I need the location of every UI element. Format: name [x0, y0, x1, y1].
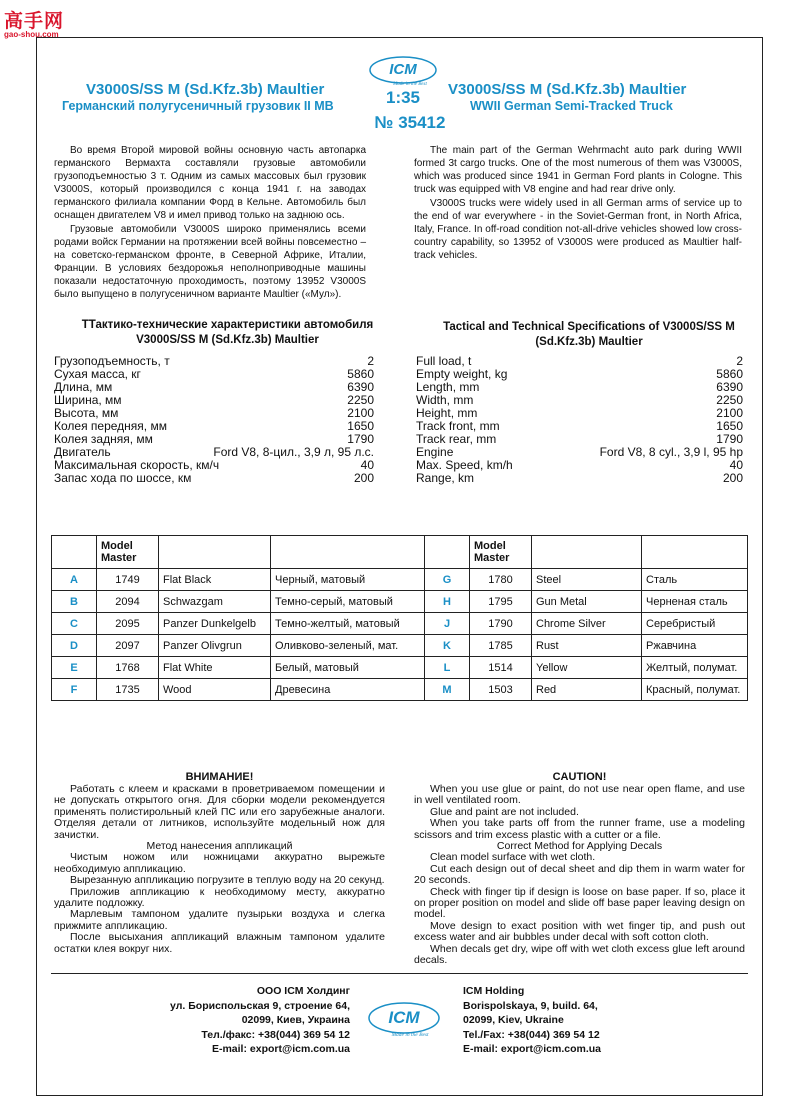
scale-label: 1:35: [385, 88, 421, 107]
logo-tagline: Made in the Best: [393, 82, 427, 87]
paint-number: 1514: [470, 657, 532, 679]
warning-para: Марлевым тампоном удалите пузырьки воздуха и слегка прижмите аппликацию.: [54, 908, 385, 932]
paint-name-ru: Сталь: [642, 569, 748, 591]
address-line: 02099, Киев, Украина: [241, 1014, 350, 1026]
paint-number: 2094: [97, 591, 159, 613]
warning-para: Move design to exact position with wet finger tip, and push out excess water and air bubbles under decal with soft cotton cloth.: [414, 919, 745, 944]
footer-logo-tagline: Made in the Best: [391, 1032, 429, 1038]
paint-letter: D: [52, 635, 97, 657]
address-line: Borispolskaya, 9, build. 64,: [463, 999, 598, 1012]
spec-label: Track rear, mm: [416, 432, 497, 446]
warning-para: Glue and paint are not included.: [430, 805, 579, 818]
intro-en-para: V3000S trucks were widely used in all German arms of service up to the end of war everywhere - in the Soviet-German front, in North Africa, Italy, France. In off-road condition not-all-drive vehicles showed low cross-country capability, so 13952 of V3000S were produced as Maultier half-track vehicles.: [414, 198, 742, 261]
address-line: Тел./факс: +38(044) 369 54 12: [201, 1028, 350, 1041]
address-line: E-mail: export@icm.com.ua: [211, 1043, 350, 1055]
paint-row: [52, 613, 748, 635]
paint-name-ru: Темно-желтый, матовый: [271, 613, 425, 635]
paint-name-ru: Древесина: [271, 679, 425, 701]
paint-letter: B: [52, 591, 97, 613]
spec-label: Максимальная скорость, км/ч: [54, 458, 220, 472]
intro-en: [414, 144, 742, 263]
spec-value: 6390: [347, 380, 374, 394]
paint-number: 1795: [470, 591, 532, 613]
paint-name-en: Wood: [159, 679, 271, 701]
paint-letter: H: [425, 591, 470, 613]
footer-logo-text: ICM: [388, 1008, 420, 1027]
spec-label: Грузоподъемность, т: [54, 354, 170, 368]
spec-value: 1650: [347, 419, 374, 433]
spec-label: Двигатель: [54, 445, 111, 459]
spec-label: Engine: [416, 445, 454, 459]
spec-value: 2100: [716, 406, 743, 420]
intro-ru: [54, 144, 366, 302]
warning-para: Clean model surface with wet cloth.: [430, 851, 596, 864]
paint-name-en: Yellow: [532, 657, 642, 679]
paint-table-header: [52, 536, 748, 569]
spec-label: Height, mm: [416, 406, 478, 420]
icm-logo-icon: [368, 52, 438, 88]
paint-letter: E: [52, 657, 97, 679]
paint-letter: A: [52, 569, 97, 591]
spec-value: 200: [722, 471, 743, 485]
paint-row: [52, 679, 748, 701]
warning-para: When you take parts off from the runner frame, use a modeling scissors and trim excess plastic with a cutter or a file.: [414, 817, 745, 841]
paint-letter: G: [425, 569, 470, 591]
watermark: [4, 6, 74, 38]
spec-label: Range, km: [416, 471, 475, 485]
spec-value: 5860: [347, 367, 374, 381]
spec-label: Колея передняя, мм: [54, 419, 167, 433]
paint-row: [52, 657, 748, 679]
paint-letter: J: [425, 613, 470, 635]
specs-en-heading: Tactical and Technical Specifications of V3000S/SS M (Sd.Kfz.3b) Maultier: [443, 321, 735, 348]
paint-letter: M: [425, 679, 470, 701]
warning-para: Чистым ножом или ножницами аккуратно вырежьте необходимую аппликацию.: [54, 851, 385, 875]
paint-name-en: Panzer Dunkelgelb: [159, 613, 271, 635]
spec-label: Width, mm: [416, 393, 474, 407]
paint-table: [51, 535, 748, 701]
warning-para: Работать с клеем и красками в проветриваемом помещении и не допускать открытого огня. Для сборки модели рекомендуется применять полистирольный клей ПС или его зарубежные аналоги. Отделяя детали от литников, используйте модельный нож для зачистки.: [54, 783, 385, 841]
paint-name-ru: Оливково-зеленый, мат.: [271, 635, 425, 657]
address-line: 02099, Kiev, Ukraine: [463, 1014, 564, 1026]
header-model-master-left: Model Master: [97, 536, 159, 569]
paint-number: 2095: [97, 613, 159, 635]
paint-name-ru: Белый, матовый: [271, 657, 425, 679]
spec-value: 5860: [716, 367, 743, 381]
warning-para: Check with finger tip if design is loose on base paper. If so, place it on proper position on model and slide off base paper leaving design on model.: [414, 885, 745, 921]
address-line: ICM Holding: [463, 985, 525, 997]
warning-para: После высыхания аппликаций влажным тампоном удалите остатки клея вокруг них.: [54, 931, 385, 955]
spec-value: 2: [736, 354, 743, 368]
warning-ru-heading: ВНИМАНИЕ!: [185, 771, 254, 783]
paint-number: 1749: [97, 569, 159, 591]
paint-number: 1790: [470, 613, 532, 635]
spec-value: 40: [729, 458, 743, 472]
spec-value: 40: [360, 458, 374, 472]
intro-ru-para: Во время Второй мировой войны основную часть автопарка германского Вермахта составляли грузовые автомобили грузоподъемностью 3 т. Одним из самых массовых был грузовик V3000S, который производился с конца 1941 г. на заводах германского филиала компании Форд в Кельне. Автомобиль был оснащен двигателем V8 и имел привод только на заднюю ось.: [54, 145, 366, 221]
spec-label: Max. Speed, km/h: [416, 458, 513, 472]
warning-para: Cut each design out of decal sheet and dip them in warm water for 20 seconds.: [414, 862, 745, 887]
paint-name-en: Schwazgam: [159, 591, 271, 613]
paint-name-en: Rust: [532, 635, 642, 657]
paint-name-en: Chrome Silver: [532, 613, 642, 635]
specs-ru-heading: ТТактико-технические характеристики автомобиля V3000S/SS M (Sd.Kfz.3b) Maultier: [81, 319, 374, 346]
specs-en: [416, 355, 743, 485]
paint-name-en: Flat White: [159, 657, 271, 679]
paint-name-ru: Черный, матовый: [271, 569, 425, 591]
warning-en-heading: CAUTION!: [552, 771, 607, 783]
intro-en-para: The main part of the German Wehrmacht auto park during WWII formed 3t cargo trucks. One of the most numerous of them was V3000S, which was produced since 1941 in German Ford plants in Cologne. This truck was equipped with V8 engine and had rear drive only.: [414, 145, 742, 195]
paint-name-ru: Ржавчина: [642, 635, 748, 657]
address-line: E-mail: export@icm.com.ua: [463, 1043, 602, 1055]
spec-label: Запас хода по шоссе, км: [54, 471, 192, 485]
address-en: [463, 984, 683, 1057]
spec-value: 1790: [716, 432, 743, 446]
paint-number: 1768: [97, 657, 159, 679]
warning-para: When decals get dry, wipe off with wet cloth excess glue left around decals.: [414, 942, 745, 967]
subtitle-ru: Германский полугусеничный грузовик II МВ: [62, 99, 334, 113]
specs-ru: [54, 355, 374, 485]
address-line: Tel./Fax: +38(044) 369 54 12: [463, 1028, 600, 1041]
warning-para: Метод нанесения аппликаций: [146, 840, 293, 853]
spec-label: Ширина, мм: [54, 393, 122, 407]
spec-label: Length, mm: [416, 380, 480, 394]
spec-value: 200: [353, 471, 374, 485]
paint-row: [52, 591, 748, 613]
spec-label: Empty weight, kg: [416, 367, 508, 381]
paint-number: 2097: [97, 635, 159, 657]
title-ru: V3000S/SS M (Sd.Kfz.3b) Maultier: [86, 81, 325, 98]
spec-label: Track front, mm: [416, 419, 500, 433]
footer-divider: [51, 973, 748, 974]
spec-value: 6390: [716, 380, 743, 394]
watermark-url: gao-shou.com: [4, 30, 59, 39]
spec-value: 1790: [347, 432, 374, 446]
paint-name-ru: Желтый, полумат.: [642, 657, 748, 679]
paint-name-en: Panzer Olivgrun: [159, 635, 271, 657]
paint-name-ru: Черненая сталь: [642, 591, 748, 613]
icm-logo: [368, 52, 438, 88]
paint-letter: C: [52, 613, 97, 635]
paint-number: 1785: [470, 635, 532, 657]
warning-para: Correct Method for Applying Decals: [496, 840, 663, 853]
spec-row: [54, 472, 374, 485]
paint-letter: K: [425, 635, 470, 657]
watermark-text: 高手网: [4, 10, 65, 32]
spec-value: Ford V8, 8-цил., 3,9 л, 95 л.с.: [213, 445, 374, 459]
title-en: V3000S/SS M (Sd.Kfz.3b) Maultier: [448, 81, 687, 98]
paint-name-en: Steel: [532, 569, 642, 591]
paint-number: 1503: [470, 679, 532, 701]
paint-number: 1780: [470, 569, 532, 591]
spec-label: Сухая масса, кг: [54, 367, 141, 381]
paint-name-en: Red: [532, 679, 642, 701]
spec-label: Длина, мм: [54, 380, 113, 394]
warning-ru: [54, 770, 385, 955]
logo-text: ICM: [389, 61, 417, 78]
paint-letter: F: [52, 679, 97, 701]
spec-label: Высота, мм: [54, 406, 119, 420]
warning-para: Приложив аппликацию к необходимому месту, аккуратно удалите подложку.: [54, 885, 385, 910]
kit-number: № 35412: [374, 113, 446, 132]
paint-name-en: Flat Black: [159, 569, 271, 591]
paint-name-ru: Красный, полумат.: [642, 679, 748, 701]
spec-value: 2: [367, 354, 374, 368]
paint-letter: L: [425, 657, 470, 679]
spec-label: Колея задняя, мм: [54, 432, 153, 446]
address-ru: [140, 984, 350, 1057]
spec-value: 2250: [347, 393, 374, 407]
header-model-master-right: Model Master: [470, 536, 532, 569]
spec-value: 2250: [716, 393, 743, 407]
spec-value: 2100: [347, 406, 374, 420]
spec-value: 1650: [716, 419, 743, 433]
paint-name-ru: Серебристый: [642, 613, 748, 635]
address-line: ООО ICM Холдинг: [256, 985, 350, 997]
warning-para: When you use glue or paint, do not use near open flame, and use in well ventilated room.: [414, 783, 745, 807]
address-line: ул. Бориспольская 9, строение 64,: [170, 999, 350, 1012]
paint-row: [52, 569, 748, 591]
warning-para: Вырезанную аппликацию погрузите в теплую воду на 20 секунд.: [70, 874, 385, 887]
paint-row: [52, 635, 748, 657]
warning-en: [414, 770, 745, 967]
footer-logo: [366, 998, 442, 1040]
subtitle-en: WWII German Semi-Tracked Truck: [470, 99, 673, 113]
paint-name-en: Gun Metal: [532, 591, 642, 613]
spec-label: Full load, t: [416, 354, 472, 368]
spec-value: Ford V8, 8 cyl., 3,9 l, 95 hp: [599, 445, 743, 459]
spec-row: [416, 472, 743, 485]
icm-logo-icon: [366, 998, 442, 1040]
paint-number: 1735: [97, 679, 159, 701]
paint-name-ru: Темно-серый, матовый: [271, 591, 425, 613]
intro-ru-para: Грузовые автомобили V3000S широко применялись всеми родами войск Германии на протяжении всей войны повсеместно – на советско-германском фронте, в Северной Африке, Италии, Франции. В условиях бездорожья неполноприводные машины показали недостаточную проходимость, поэтому 13952 V3000S было выпущено в полугусеничном варианте Maultier («Мул»).: [54, 224, 366, 300]
